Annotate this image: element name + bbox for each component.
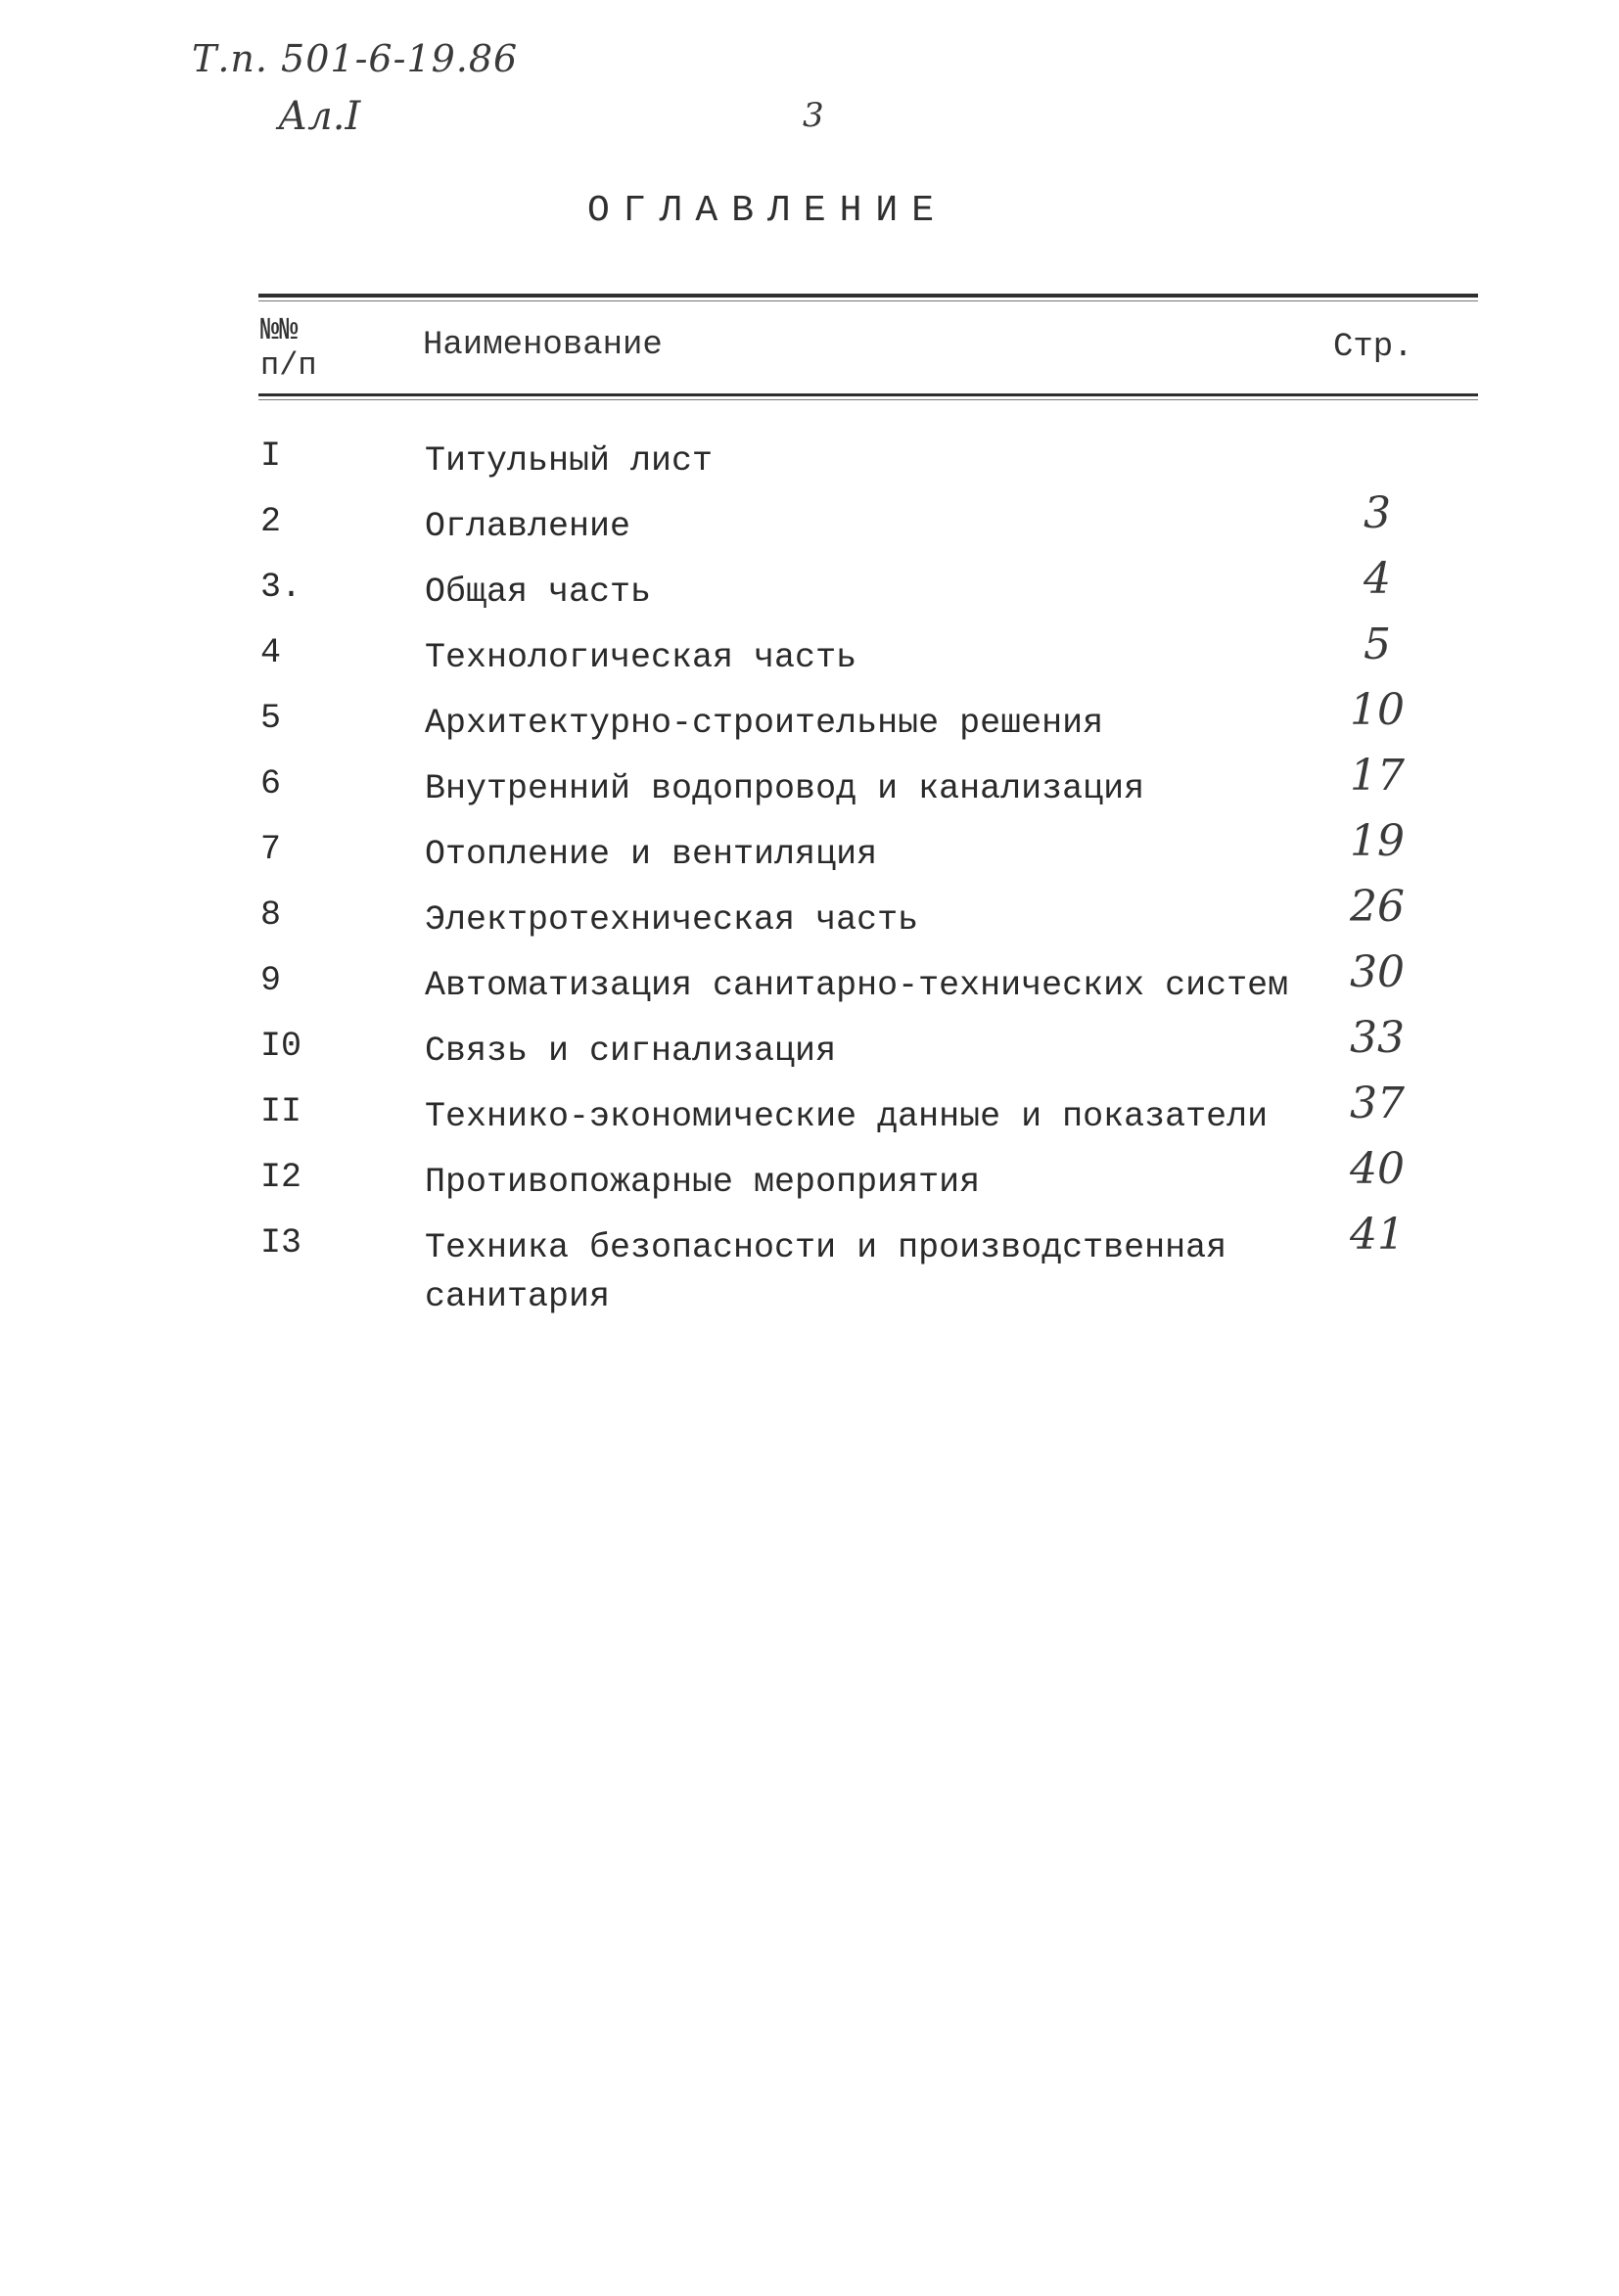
table-row xyxy=(0,488,1619,561)
row-title: Оглавление xyxy=(425,507,631,546)
column-header-number xyxy=(260,313,317,384)
row-title: Отопление и вентиляция xyxy=(425,835,878,874)
table-row xyxy=(0,436,1619,495)
column-header-name: Наименование xyxy=(423,327,663,364)
column-header-page: Стр. xyxy=(1333,329,1413,366)
row-number: 2 xyxy=(260,502,282,541)
table-row xyxy=(0,882,1619,954)
row-number: 4 xyxy=(260,633,282,672)
row-page: 5 xyxy=(1364,620,1391,669)
row-page: 26 xyxy=(1350,882,1405,932)
row-title: Технико-экономические данные и показатели xyxy=(425,1097,1269,1136)
row-page: 17 xyxy=(1350,751,1405,801)
row-number: I0 xyxy=(260,1027,302,1066)
row-title: Внутренний водопровод и канализация xyxy=(425,769,1145,808)
row-page: 33 xyxy=(1350,1013,1405,1063)
column-header-number-top: №№ xyxy=(260,312,299,348)
row-page: 40 xyxy=(1350,1144,1405,1194)
row-number: 8 xyxy=(260,895,282,935)
row-number: 3. xyxy=(260,568,302,607)
row-number: 5 xyxy=(260,699,282,738)
row-title: Технологическая часть xyxy=(425,638,857,677)
table-row xyxy=(0,1210,1619,1331)
row-title: Автоматизация санитарно-технических систем xyxy=(425,966,1289,1005)
table-row xyxy=(0,620,1619,692)
row-number: I2 xyxy=(260,1158,302,1197)
row-number: 9 xyxy=(260,961,282,1000)
table-row xyxy=(0,816,1619,889)
table-row xyxy=(0,1013,1619,1085)
row-number: 6 xyxy=(260,764,282,804)
row-title: Титульный лист xyxy=(425,441,714,481)
row-page: 37 xyxy=(1350,1079,1405,1128)
table-header-bottom-rule-thin xyxy=(258,399,1478,400)
table-row xyxy=(0,685,1619,758)
table-top-rule xyxy=(258,294,1478,298)
page-number: 3 xyxy=(803,96,824,135)
table-row xyxy=(0,1079,1619,1151)
row-number: I xyxy=(260,436,282,476)
page-title: ОГЛАВЛЕНИЕ xyxy=(587,190,948,232)
row-title: Электротехническая часть xyxy=(425,900,919,940)
row-page: 30 xyxy=(1350,947,1405,997)
column-header-number-bottom: п/п xyxy=(260,347,317,384)
table-top-rule-thin xyxy=(258,300,1478,301)
row-number: II xyxy=(260,1092,302,1131)
row-title: Общая часть xyxy=(425,573,652,612)
row-title: Связь и сигнализация xyxy=(425,1032,837,1071)
row-number: I3 xyxy=(260,1223,302,1263)
table-row xyxy=(0,947,1619,1020)
row-page: 3 xyxy=(1364,488,1391,538)
table-row xyxy=(0,554,1619,626)
table-header-bottom-rule xyxy=(258,393,1478,396)
row-page: 41 xyxy=(1350,1210,1405,1260)
row-number: 7 xyxy=(260,830,282,869)
table-row xyxy=(0,1144,1619,1217)
sheet-label: Ал.I xyxy=(278,94,361,139)
row-title: Архитектурно-строительные решения xyxy=(425,704,1104,743)
row-title: Техника безопасности и производственная санитария xyxy=(425,1228,1227,1316)
row-page: 4 xyxy=(1364,554,1391,604)
row-page: 19 xyxy=(1350,816,1405,866)
document-code: Т.п. 501-6-19.86 xyxy=(192,37,519,80)
row-page: 10 xyxy=(1350,685,1405,735)
row-title: Противопожарные мероприятия xyxy=(425,1163,981,1202)
table-row xyxy=(0,751,1619,823)
